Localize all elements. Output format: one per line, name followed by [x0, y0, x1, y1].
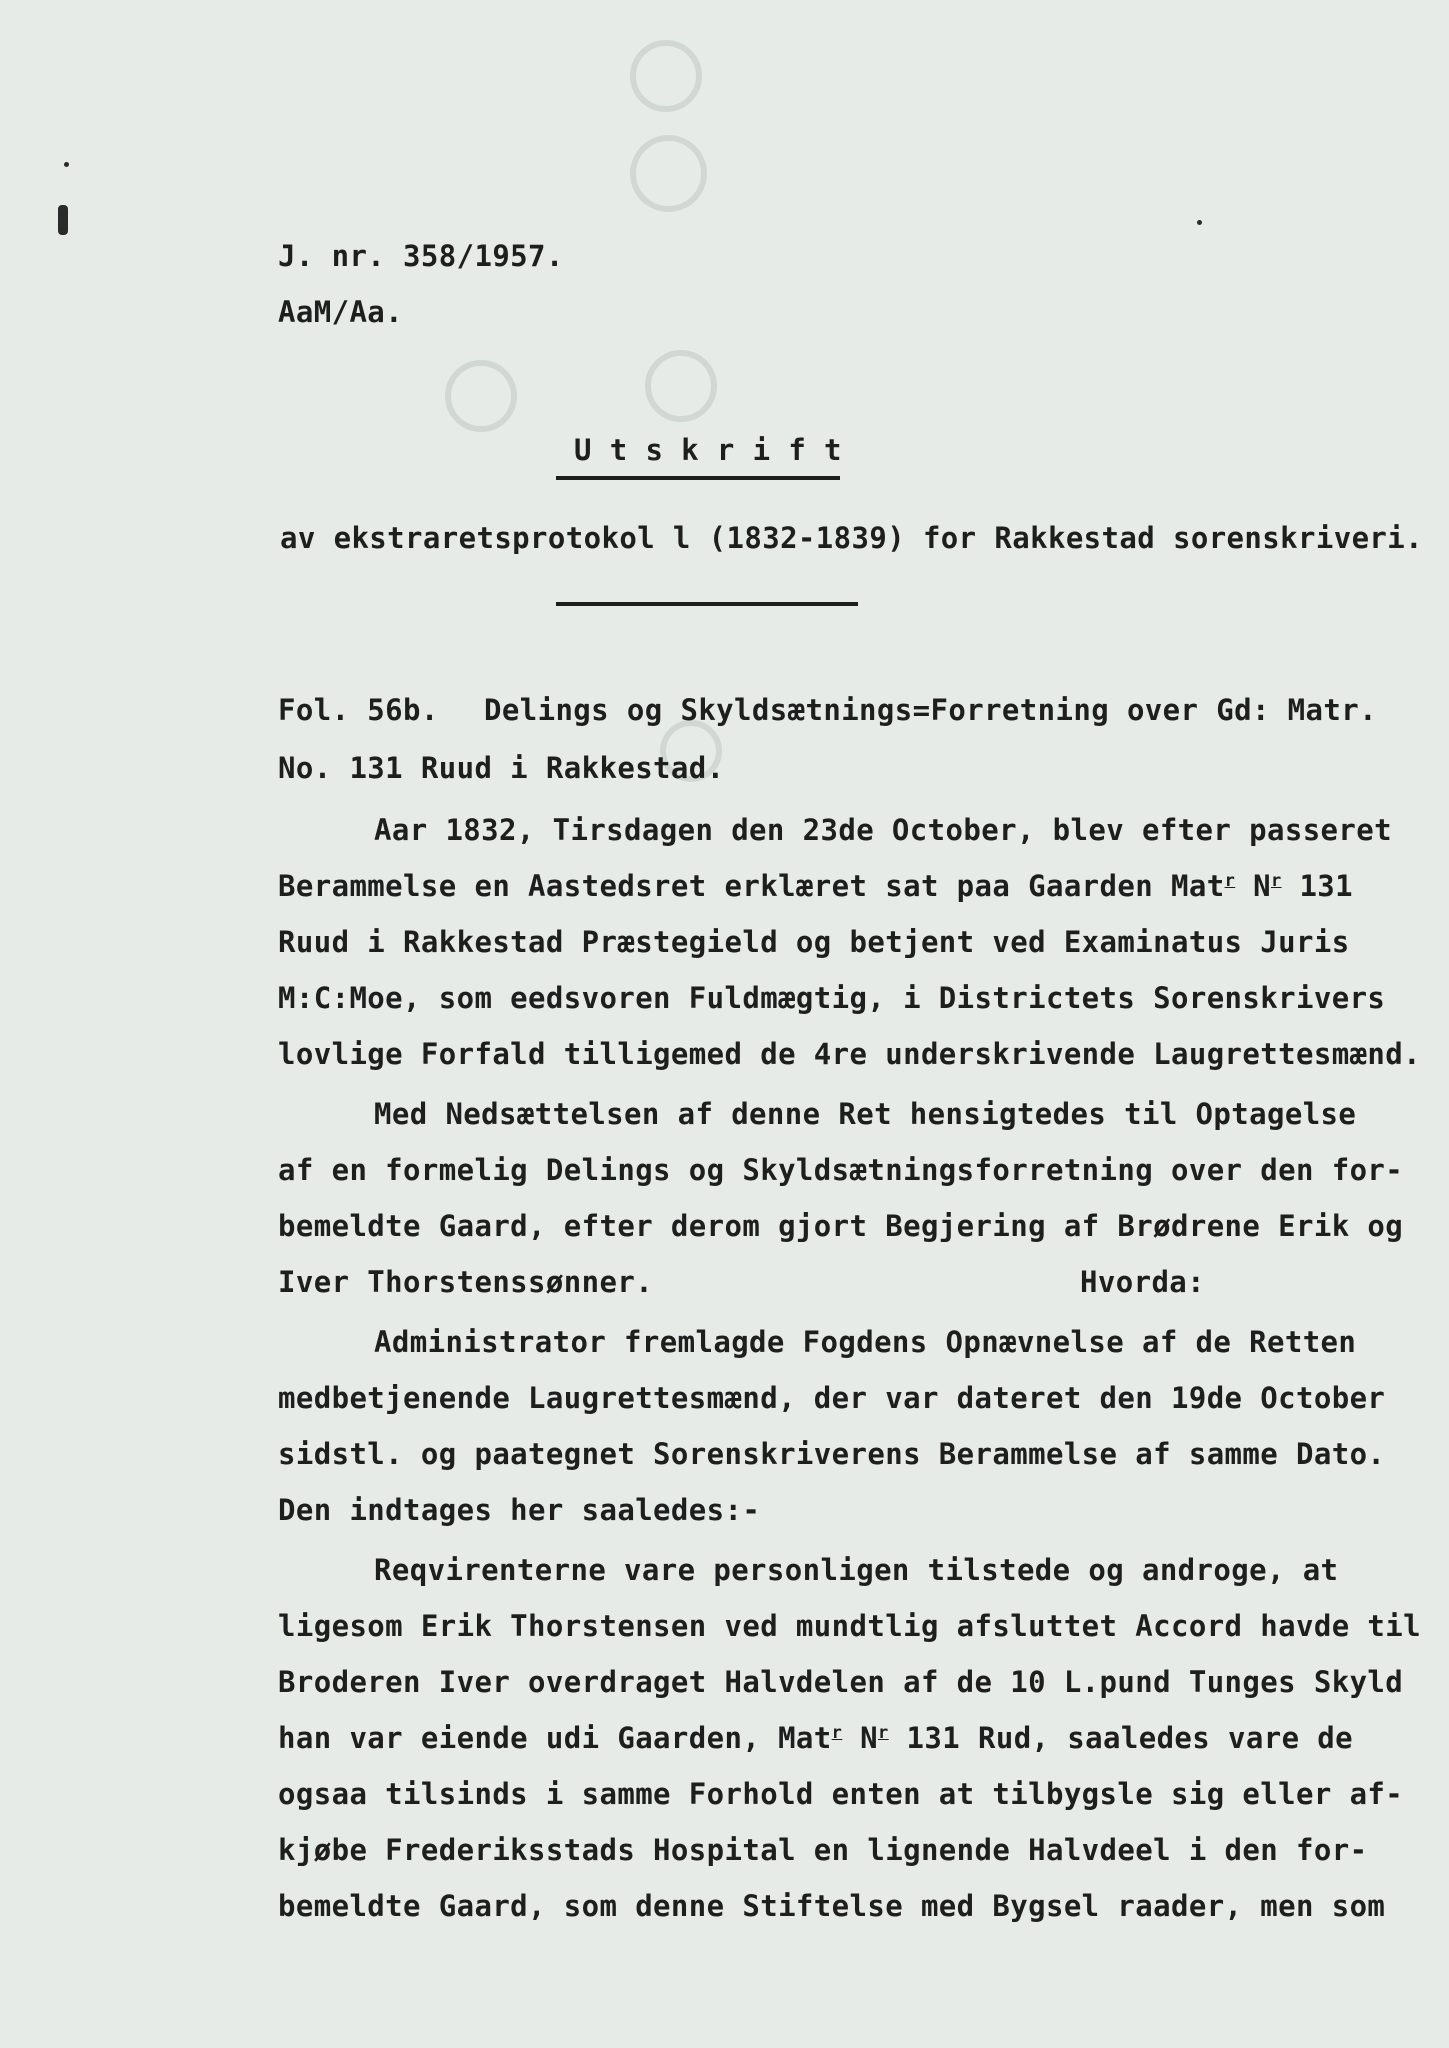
text-line: han var eiende udi Gaarden, Mat$^r$ $N^r$ 131 Rud, saaledes vare de: [278, 1721, 1354, 1755]
text-line: Iver Thorstenssønner.: [278, 1265, 654, 1299]
text-line: medbetjenende Laugrettesmænd, der var dateret den 19de October: [278, 1381, 1386, 1415]
document-subtitle: av ekstraretsprotokol l (1832-1839) for Rakkestad sorenskriveri.: [280, 521, 1424, 555]
title-underline: [556, 476, 840, 480]
text-line: Aar 1832, Tirsdagen den 23de October, blev efter passeret: [374, 813, 1392, 847]
bleed-through-stamp: [645, 350, 717, 422]
bleed-through-stamp: [630, 40, 702, 112]
margin-speck: [1197, 220, 1202, 225]
text-line: Reqvirenterne vare personligen tilstede og androge, at: [374, 1553, 1339, 1587]
text-line: bemeldte Gaard, efter derom gjort Begjering af Brødrene Erik og: [278, 1209, 1404, 1243]
text-line: sidstl. og paategnet Sorenskriverens Berammelse af samme Dato.: [278, 1437, 1386, 1471]
section-divider: [556, 602, 858, 606]
initials: AaM/Aa.: [278, 295, 404, 329]
margin-speck: [64, 162, 69, 167]
text-line: Broderen Iver overdraget Halvdelen af de 10 L.pund Tunges Skyld: [278, 1665, 1404, 1699]
text-line: M:C:Moe, som eedsvoren Fuldmægtig, i Districtets Sorenskrivers: [278, 981, 1386, 1015]
text-line: Administrator fremlagde Fogdens Opnævnelse af de Retten: [374, 1325, 1357, 1359]
bleed-through-stamp: [445, 360, 517, 432]
text-line: Hvorda:: [1080, 1265, 1206, 1299]
text-line: Ruud i Rakkestad Præstegield og betjent ved Examinatus Juris: [278, 925, 1350, 959]
entry-heading-line: Delings og Skyldsætnings=Forretning over Gd: Matr.: [484, 693, 1377, 727]
margin-speck: [58, 205, 68, 235]
text-line: Berammelse en Aastedsret erklæret sat paa Gaarden Mat$^r$ $N^r$ 131: [278, 869, 1354, 903]
folio-reference: Fol. 56b.: [278, 693, 439, 727]
text-line: ligesom Erik Thorstensen ved mundtlig afsluttet Accord havde til: [278, 1609, 1422, 1643]
text-line: kjøbe Frederiksstads Hospital en lignende Halvdeel i den for-: [278, 1833, 1368, 1867]
text-line: lovlige Forfald tilligemed de 4re underskrivende Laugrettesmænd.: [278, 1037, 1422, 1071]
text-line: af en formelig Delings og Skyldsætningsforretning over den for-: [278, 1153, 1404, 1187]
entry-heading-line: No. 131 Ruud i Rakkestad.: [278, 751, 725, 785]
bleed-through-stamp: [630, 135, 707, 212]
text-line: Den indtages her saaledes:-: [278, 1493, 761, 1527]
text-line: bemeldte Gaard, som denne Stiftelse med Bygsel raader, men som: [278, 1889, 1386, 1923]
journal-number: J. nr. 358/1957.: [278, 239, 564, 273]
document-title: U t s k r i f t: [574, 433, 842, 467]
text-line: Med Nedsættelsen af denne Ret hensigtedes til Optagelse: [374, 1097, 1357, 1131]
text-line: ogsaa tilsinds i samme Forhold enten at tilbygsle sig eller af-: [278, 1777, 1404, 1811]
